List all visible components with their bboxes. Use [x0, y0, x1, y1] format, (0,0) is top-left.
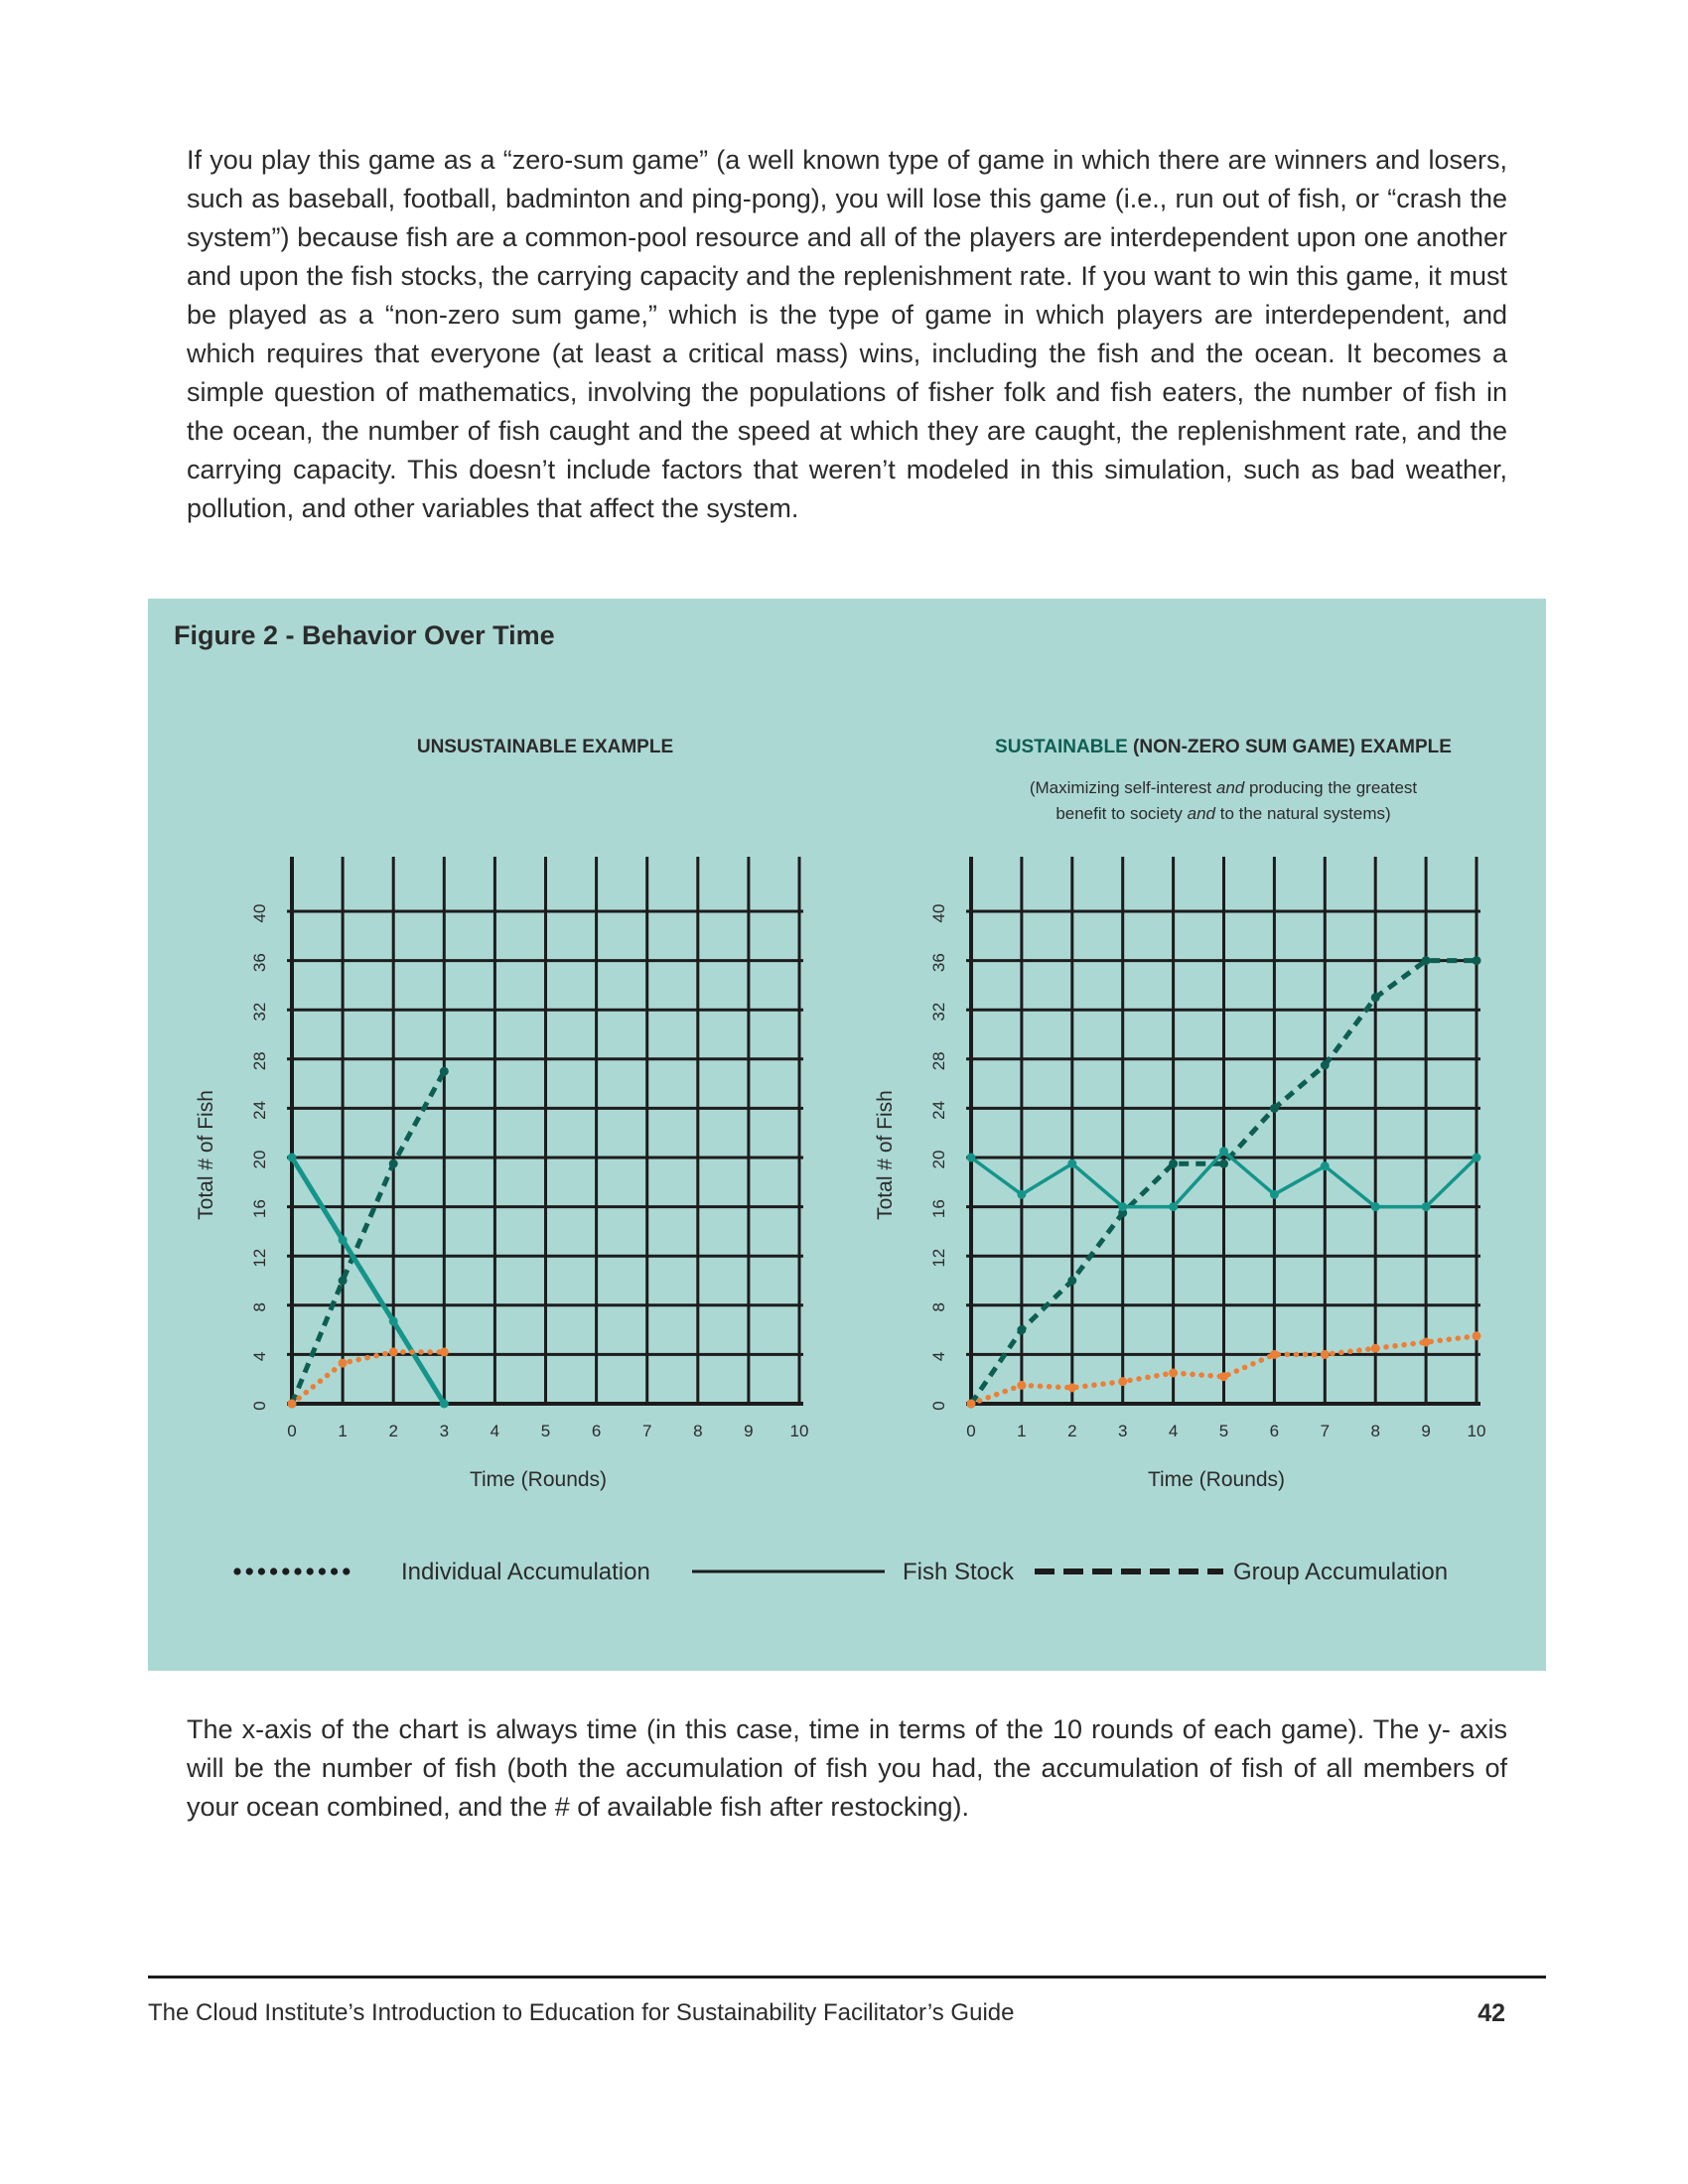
data-point-fish-stock [1321, 1161, 1330, 1170]
legend-dot-marker [270, 1568, 277, 1574]
legend-dot-marker [233, 1568, 240, 1574]
x-tick-label: 0 [966, 1422, 976, 1440]
chart-subtitle-line-2 [1055, 804, 1390, 823]
y-tick-label: 12 [250, 1248, 269, 1268]
legend-dot-marker [258, 1568, 265, 1574]
page-number: 42 [1477, 1999, 1505, 2027]
figure-charts [148, 599, 1546, 1671]
footer-text: The Cloud Institute’s Introduction to Education for Sustainability Facilitator’s Guide [148, 1999, 1015, 2026]
data-point-fish-stock [1270, 1190, 1279, 1199]
x-tick-label: 5 [540, 1422, 551, 1440]
x-tick-label: 3 [439, 1422, 450, 1440]
x-tick-label: 9 [744, 1422, 754, 1440]
data-point-group-accumulation [1422, 956, 1431, 965]
x-tick-label: 10 [1467, 1422, 1486, 1440]
axes-note-paragraph: The x-axis of the chart is always time (in this case, time in terms of the 10 rounds of each game). The y- axis will be the number of fish (both the accumulation of fish you had, the accumulation of fish of all members of your ocean combined, and the # of available fish after restocking). [187, 1714, 1507, 1822]
data-point-group-accumulation [440, 1067, 449, 1076]
x-tick-label: 1 [1017, 1422, 1027, 1440]
data-point-individual-accumulation [967, 1400, 976, 1409]
x-tick-label: 4 [1168, 1422, 1179, 1440]
data-point-individual-accumulation [1270, 1350, 1279, 1359]
series-line-individual-accumulation [292, 1352, 444, 1404]
data-point-fish-stock [389, 1316, 398, 1325]
chart-title-rest: (NON-ZERO SUM GAME) EXAMPLE [1127, 737, 1452, 757]
data-point-individual-accumulation [1321, 1350, 1330, 1359]
x-tick-label: 10 [789, 1422, 809, 1440]
figure-panel [148, 599, 1546, 1671]
x-tick-label: 1 [338, 1422, 348, 1440]
data-point-individual-accumulation [339, 1359, 348, 1368]
legend-fish-stock-label: Fish Stock [903, 1559, 1015, 1585]
y-tick-label: 28 [250, 1051, 269, 1071]
data-point-individual-accumulation [440, 1347, 449, 1356]
legend-group-label: Group Accumulation [1233, 1559, 1449, 1585]
data-point-individual-accumulation [1473, 1331, 1481, 1340]
legend-dot-marker [331, 1568, 338, 1574]
y-tick-label: 32 [250, 1002, 269, 1022]
data-point-group-accumulation [1067, 1277, 1076, 1286]
subtitle-text: to the natural systems) [1215, 804, 1391, 823]
data-point-fish-stock [1017, 1190, 1026, 1199]
x-axis-label: Time (Rounds) [469, 1468, 608, 1491]
y-tick-label: 20 [250, 1150, 269, 1169]
series-line-fish-stock [292, 1158, 444, 1404]
x-tick-label: 6 [1269, 1422, 1280, 1440]
y-tick-label: 32 [929, 1002, 948, 1022]
data-point-group-accumulation [339, 1277, 348, 1286]
data-point-group-accumulation [1017, 1325, 1026, 1334]
data-point-fish-stock [1118, 1202, 1127, 1211]
y-tick-label: 12 [929, 1248, 948, 1268]
y-tick-label: 40 [929, 903, 948, 923]
data-point-individual-accumulation [1371, 1344, 1380, 1353]
y-tick-label: 24 [929, 1100, 948, 1120]
legend-dot-marker [246, 1568, 253, 1574]
intro-paragraph: If you play this game as a “zero-sum game” (a well known type of game in which there are winners and losers, such as baseball, football, badminton and ping-pong), you will lose this game (i.e., run out of fish, or “crash the system”) because fish are a common-pool resource and all of the players are interdependent upon one another and upon the fish stocks, the carrying capacity and the replenishment rate. If you want to win this game, it must be played as a “non-zero sum game,” which is the type of game in which players are interdependent, and which requires that everyone (at least a critical mass) wins, including the fish and the ocean. It becomes a simple question of mathematics, involving the populations of fisher folk and fish eaters, the number of fish in the ocean, the number of fish caught and the speed at which they are caught, the replenishment rate, and the carrying capacity. This doesn’t include factors that weren’t modeled in this simulation, such as bad weather, pollution, and other variables that affect the system. [187, 145, 1507, 523]
y-tick-label: 4 [929, 1351, 948, 1362]
data-point-individual-accumulation [288, 1400, 297, 1409]
y-tick-label: 0 [929, 1401, 948, 1411]
data-point-fish-stock [1067, 1160, 1076, 1168]
legend [233, 1559, 1448, 1585]
subtitle-emphasis: and [1215, 778, 1245, 797]
data-point-individual-accumulation [1422, 1338, 1431, 1347]
data-point-group-accumulation [1270, 1104, 1279, 1113]
x-tick-label: 4 [490, 1422, 500, 1440]
data-point-fish-stock [1219, 1147, 1228, 1156]
subtitle-text: benefit to society [1055, 804, 1188, 823]
data-point-individual-accumulation [389, 1347, 398, 1356]
legend-dot-marker [307, 1568, 314, 1574]
x-tick-label: 2 [388, 1422, 398, 1440]
x-tick-label: 0 [287, 1422, 297, 1440]
x-tick-label: 3 [1117, 1422, 1128, 1440]
data-point-group-accumulation [1371, 993, 1380, 1002]
data-point-fish-stock [1169, 1202, 1178, 1211]
y-tick-label: 16 [929, 1199, 948, 1219]
data-point-individual-accumulation [1118, 1377, 1127, 1386]
chart-title [995, 737, 1452, 757]
data-point-individual-accumulation [1067, 1383, 1076, 1392]
legend-dot-marker [319, 1568, 326, 1574]
y-tick-label: 4 [250, 1351, 269, 1362]
data-point-fish-stock [339, 1236, 348, 1245]
y-tick-label: 20 [929, 1150, 948, 1169]
data-point-fish-stock [1473, 1154, 1481, 1162]
y-tick-label: 40 [250, 903, 269, 923]
subtitle-text: (Maximizing self-interest [1029, 778, 1216, 797]
chart-title: UNSUSTAINABLE EXAMPLE [416, 737, 674, 757]
subtitle-emphasis: and [1187, 804, 1215, 823]
y-tick-label: 28 [929, 1051, 948, 1071]
x-tick-label: 7 [1320, 1422, 1331, 1440]
legend-dot-marker [343, 1568, 350, 1574]
chart-subtitle-line-1 [1030, 778, 1418, 797]
chart-unsustainable [195, 737, 808, 1491]
x-tick-label: 5 [1218, 1422, 1229, 1440]
data-point-group-accumulation [1321, 1061, 1330, 1070]
data-point-fish-stock [1371, 1202, 1380, 1211]
legend-dot-marker [282, 1568, 289, 1574]
y-tick-label: 36 [929, 953, 948, 973]
x-tick-label: 8 [1370, 1422, 1380, 1440]
data-point-group-accumulation [389, 1160, 398, 1168]
x-tick-label: 2 [1067, 1422, 1077, 1440]
subtitle-text: producing the greatest [1244, 778, 1418, 797]
x-tick-label: 9 [1421, 1422, 1431, 1440]
y-tick-label: 36 [250, 953, 269, 973]
legend-dot-marker [294, 1568, 301, 1574]
x-tick-label: 6 [591, 1422, 602, 1440]
x-tick-label: 7 [641, 1422, 652, 1440]
data-point-group-accumulation [1169, 1160, 1178, 1168]
data-point-individual-accumulation [1017, 1381, 1026, 1390]
data-point-group-accumulation [1473, 956, 1481, 965]
data-point-individual-accumulation [1169, 1369, 1178, 1378]
y-axis-label: Total # of Fish [874, 1090, 897, 1220]
y-tick-label: 0 [250, 1401, 269, 1411]
chart-sustainable [874, 737, 1485, 1491]
y-tick-label: 16 [250, 1199, 269, 1219]
data-point-fish-stock [440, 1400, 449, 1409]
x-tick-label: 8 [693, 1422, 703, 1440]
chart-title-highlight: SUSTAINABLE [995, 737, 1128, 757]
figure-title: Figure 2 - Behavior Over Time [174, 620, 555, 650]
footer-rule [148, 1976, 1546, 1979]
y-axis-label: Total # of Fish [195, 1090, 217, 1220]
data-point-fish-stock [1422, 1202, 1431, 1211]
data-point-fish-stock [967, 1154, 976, 1162]
legend-individual-label: Individual Accumulation [401, 1559, 650, 1585]
y-tick-label: 24 [250, 1100, 269, 1120]
data-point-group-accumulation [1219, 1160, 1228, 1168]
x-axis-label: Time (Rounds) [1147, 1468, 1286, 1491]
data-point-individual-accumulation [1219, 1372, 1228, 1381]
data-point-fish-stock [288, 1154, 297, 1162]
y-tick-label: 8 [929, 1302, 948, 1312]
y-tick-label: 8 [250, 1302, 269, 1312]
